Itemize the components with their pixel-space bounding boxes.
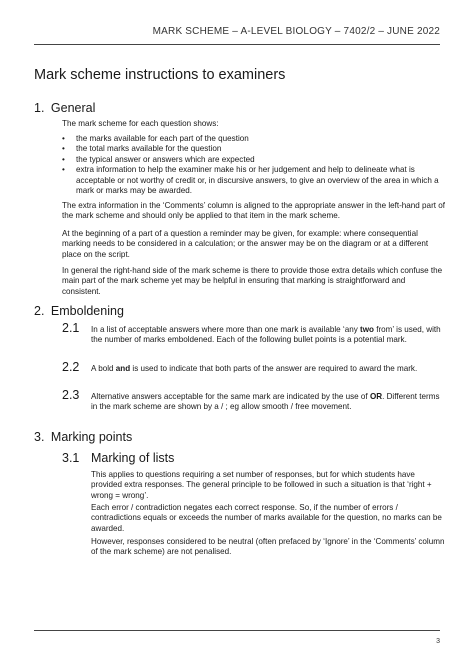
emboldening-item: A bold and is used to indicate that both parts of the answer are required to award the mark. — [91, 364, 418, 373]
emboldening-item: In a list of acceptable answers where more than one mark is available ‘any two from’ is used, with the number of marks emboldened. Each of the following bullet points is a potential mark. — [91, 325, 441, 345]
list-item: • extra information to help the examiner make his or her judgement and help to delineate what is acceptable or not worthy of credit or, in discursive answers, to give an overview of the area in which a mark or marks may be awarded. — [62, 165, 439, 196]
list-item: • the total marks available for the question — [62, 144, 222, 154]
section-emboldening-heading — [34, 304, 124, 318]
subsection-number: 3.1 — [62, 451, 80, 465]
subsection-number: 2.3 — [62, 388, 80, 402]
subsection-number: 2.2 — [62, 360, 80, 374]
marking-paragraph: Each error / contradiction negates each correct response. So, if the number of errors / contradictions equals or exceeds the number of marks available for the question, no marks can be awarded. — [91, 503, 442, 533]
marking-paragraph: This applies to questions requiring a set number of responses, but for which students have provided extra responses. The general principle to be followed in such a situation is that ‘right + wrong = wrong’. — [91, 470, 432, 500]
section-title: General — [50, 101, 96, 115]
footer-rule — [34, 630, 440, 631]
emboldening-item: Alternative answers acceptable for the same mark are indicated by the use of OR. Different terms in the mark scheme are shown by a / ; eg allow smooth / free movement. — [91, 392, 440, 412]
section-title: Emboldening — [50, 304, 124, 318]
general-paragraph: At the beginning of a part of a question a reminder may be given, for example: where consequential marking needs to be considered in a calculation; or the answer may be on the diagram or at a different place on the script. — [62, 229, 429, 259]
bold-term: two — [360, 325, 374, 334]
list-item: • the typical answer or answers which are expected — [62, 154, 255, 164]
subsection-number: 2.1 — [62, 321, 80, 335]
running-title: MARK SCHEME – A-LEVEL BIOLOGY – 7402/2 – JUNE 2022 — [152, 26, 440, 37]
list-item: • the marks available for each part of the question — [62, 134, 249, 143]
bold-term: and — [115, 364, 131, 373]
bullet-icon: • — [62, 144, 65, 154]
general-paragraph: The extra information in the ‘Comments’ column is aligned to the appropriate answer in the left-hand part of the mark scheme and should only be applied to that item in the mark scheme. — [62, 201, 446, 221]
header-rule — [34, 44, 440, 45]
subsection-heading: Marking of lists — [91, 451, 175, 465]
bullet-icon: • — [62, 154, 65, 164]
bold-term: OR — [369, 392, 383, 401]
page-title: Mark scheme instructions to examiners — [34, 67, 286, 83]
general-bullet-list — [62, 134, 446, 196]
general-intro: The mark scheme for each question shows: — [62, 119, 219, 128]
marking-paragraph: However, responses considered to be neutral (often prefaced by ‘Ignore’ in the ‘Comments’ column of the mark scheme) are not penalised. — [91, 537, 445, 557]
section-marking-points-heading — [34, 430, 132, 444]
section-number: 3. — [34, 430, 45, 444]
general-paragraph: In general the right-hand side of the mark scheme is there to provide those extra details which confuse the main part of the mark scheme yet may be helpful in ensuring that marking is straightforward and consistent. — [62, 266, 443, 296]
section-general-heading — [34, 101, 95, 115]
bullet-icon: • — [62, 134, 65, 143]
section-number: 2. — [34, 304, 45, 318]
section-title: Marking points — [50, 430, 133, 444]
page-number: 3 — [436, 638, 440, 645]
section-number: 1. — [34, 101, 45, 115]
bullet-icon: • — [62, 165, 65, 175]
